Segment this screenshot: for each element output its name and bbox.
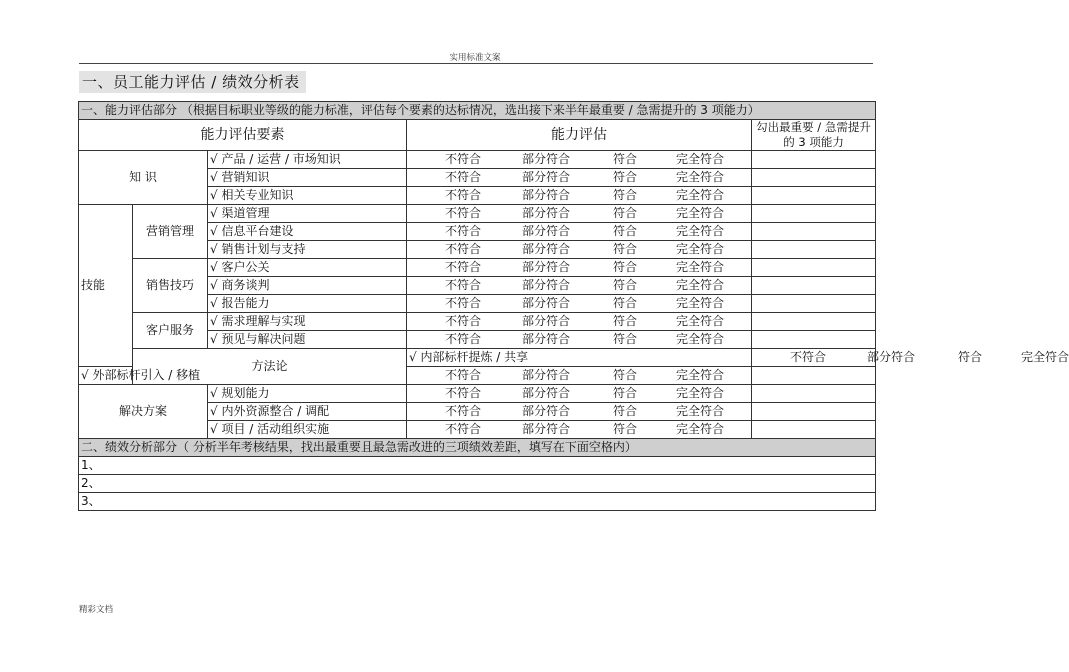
- item-label: √ 商务谈判: [208, 277, 407, 295]
- rating-options: [407, 313, 752, 331]
- rating-option[interactable]: 符合: [613, 386, 638, 400]
- item-label: √ 销售计划与支持: [208, 241, 407, 259]
- document-title: 一、员工能力评估 / 绩效分析表: [79, 71, 306, 93]
- evaluation-table: [78, 101, 1069, 511]
- rating-option[interactable]: 部分符合: [522, 314, 571, 328]
- rating-option[interactable]: 符合: [613, 296, 638, 310]
- rating-options: [407, 277, 752, 295]
- subcategory-sales-skills: 销售技巧: [133, 259, 208, 313]
- column-header-row: [79, 120, 876, 151]
- rating-option[interactable]: 部分符合: [522, 332, 571, 346]
- rating-options: [407, 169, 752, 187]
- rating-option[interactable]: 完全符合: [676, 314, 725, 328]
- table-row: [79, 205, 876, 223]
- rating-option[interactable]: 不符合: [445, 314, 482, 328]
- rating-option[interactable]: 完全符合: [676, 386, 725, 400]
- item-label: √ 内外资源整合 / 调配: [208, 403, 407, 421]
- category-skills: 技能: [79, 205, 133, 367]
- table-row: [79, 493, 876, 511]
- rating-option[interactable]: 符合: [613, 404, 638, 418]
- performance-gap-field[interactable]: 1、: [79, 457, 876, 475]
- table-row: [79, 151, 876, 169]
- top3-checkbox[interactable]: [752, 385, 876, 403]
- rating-option[interactable]: 符合: [613, 188, 638, 202]
- table-row: [79, 457, 876, 475]
- top3-checkbox[interactable]: [752, 421, 876, 439]
- rating-option[interactable]: 完全符合: [676, 170, 725, 184]
- top3-checkbox[interactable]: [752, 223, 876, 241]
- item-label: √ 需求理解与实现: [208, 313, 407, 331]
- performance-gap-field[interactable]: 3、: [79, 493, 876, 511]
- rating-option[interactable]: 部分符合: [522, 206, 571, 220]
- top3-checkbox[interactable]: [752, 151, 876, 169]
- rating-option[interactable]: 不符合: [445, 296, 482, 310]
- rating-option[interactable]: 部分符合: [867, 350, 916, 364]
- top3-checkbox[interactable]: [752, 241, 876, 259]
- top3-checkbox[interactable]: [752, 295, 876, 313]
- item-label: √ 报告能力: [208, 295, 407, 313]
- rating-option[interactable]: 不符合: [445, 224, 482, 238]
- rating-option[interactable]: 符合: [613, 422, 638, 436]
- item-label: √ 项目 / 活动组织实施: [208, 421, 407, 439]
- rating-options: [407, 223, 752, 241]
- rating-options: [407, 151, 752, 169]
- section1-header: 一、能力评估部分 （根据目标职业等级的能力标准，评估每个要素的达标情况，选出接下来半年最重要 / 急需提升的 3 项能力）: [79, 102, 876, 120]
- column-header-elements: 能力评估要素: [79, 120, 407, 151]
- rating-option[interactable]: 完全符合: [676, 260, 725, 274]
- rating-option[interactable]: 不符合: [445, 404, 482, 418]
- rating-option[interactable]: 部分符合: [522, 260, 571, 274]
- table-row: [79, 349, 876, 367]
- category-solutions: 解决方案: [79, 385, 208, 439]
- rating-option[interactable]: 不符合: [445, 188, 482, 202]
- rating-options: [407, 403, 752, 421]
- subcategory-customer-service: 客户服务: [133, 313, 208, 349]
- table-row: [79, 385, 876, 403]
- rating-option[interactable]: 部分符合: [522, 422, 571, 436]
- top3-checkbox[interactable]: [752, 259, 876, 277]
- rating-options: [407, 331, 752, 349]
- item-label: √ 产品 / 运营 / 市场知识: [208, 151, 407, 169]
- rating-option[interactable]: 符合: [613, 170, 638, 184]
- rating-option[interactable]: 符合: [613, 278, 638, 292]
- top3-checkbox[interactable]: [752, 313, 876, 331]
- column-header-top3: 勾出最重要 / 急需提升的 3 项能力: [752, 120, 876, 151]
- rating-option[interactable]: 部分符合: [522, 278, 571, 292]
- rating-option[interactable]: 部分符合: [522, 386, 571, 400]
- top3-checkbox[interactable]: [752, 169, 876, 187]
- item-label: √ 相关专业知识: [208, 187, 407, 205]
- item-label: √ 外部标杆引入 / 移植: [79, 367, 133, 385]
- top3-checkbox[interactable]: [752, 403, 876, 421]
- item-label: √ 营销知识: [208, 169, 407, 187]
- top3-checkbox[interactable]: [752, 331, 876, 349]
- rating-options: [407, 295, 752, 313]
- rating-options: [407, 367, 752, 385]
- page-footer: 精彩文档: [79, 605, 114, 615]
- rating-option[interactable]: 完全符合: [676, 188, 725, 202]
- top3-checkbox[interactable]: [752, 367, 876, 385]
- rating-option[interactable]: 不符合: [790, 350, 827, 364]
- table-row: [79, 259, 876, 277]
- rating-option[interactable]: 不符合: [445, 170, 482, 184]
- rating-option[interactable]: 部分符合: [522, 296, 571, 310]
- rating-option[interactable]: 不符合: [445, 368, 482, 382]
- category-knowledge: 知 识: [79, 151, 208, 205]
- rating-option[interactable]: 符合: [613, 206, 638, 220]
- table-row: [79, 367, 876, 385]
- top3-checkbox[interactable]: [752, 187, 876, 205]
- rating-option[interactable]: 符合: [613, 260, 638, 274]
- section1-header-row: [79, 102, 876, 120]
- rating-option[interactable]: 符合: [613, 368, 638, 382]
- rating-option[interactable]: 不符合: [445, 278, 482, 292]
- rating-options: [407, 385, 752, 403]
- performance-gap-field[interactable]: 2、: [79, 475, 876, 493]
- section2-header-row: [79, 439, 876, 457]
- subcategory-marketing-management: 营销管理: [133, 205, 208, 259]
- header-divider: [79, 63, 873, 64]
- rating-option[interactable]: 完全符合: [676, 296, 725, 310]
- table-row: [79, 313, 876, 331]
- rating-option[interactable]: 部分符合: [522, 368, 571, 382]
- rating-option[interactable]: 不符合: [445, 422, 482, 436]
- rating-option[interactable]: 部分符合: [522, 242, 571, 256]
- rating-option[interactable]: 部分符合: [522, 170, 571, 184]
- rating-options: [752, 349, 1069, 367]
- rating-option[interactable]: 不符合: [445, 242, 482, 256]
- rating-option[interactable]: 完全符合: [1021, 350, 1069, 364]
- rating-options: [407, 259, 752, 277]
- top3-checkbox[interactable]: [752, 277, 876, 295]
- rating-option[interactable]: 不符合: [445, 386, 482, 400]
- rating-option[interactable]: 完全符合: [676, 422, 725, 436]
- rating-options: [407, 241, 752, 259]
- rating-option[interactable]: 不符合: [445, 260, 482, 274]
- item-label: √ 规划能力: [208, 385, 407, 403]
- table-row: [79, 475, 876, 493]
- rating-options: [407, 421, 752, 439]
- rating-option[interactable]: 符合: [613, 224, 638, 238]
- rating-option[interactable]: 完全符合: [676, 332, 725, 346]
- category-methodology: 方法论: [133, 349, 407, 385]
- rating-option[interactable]: 符合: [613, 332, 638, 346]
- rating-options: [407, 187, 752, 205]
- rating-option[interactable]: 完全符合: [676, 242, 725, 256]
- rating-option[interactable]: 符合: [613, 314, 638, 328]
- rating-option[interactable]: 符合: [613, 152, 638, 166]
- item-label: √ 渠道管理: [208, 205, 407, 223]
- rating-option[interactable]: 完全符合: [676, 404, 725, 418]
- rating-option[interactable]: 部分符合: [522, 188, 571, 202]
- item-label: √ 内部标杆提炼 / 共享: [407, 349, 752, 367]
- rating-option[interactable]: 符合: [958, 350, 983, 364]
- rating-option[interactable]: 符合: [613, 242, 638, 256]
- rating-option[interactable]: 完全符合: [676, 368, 725, 382]
- rating-option[interactable]: 不符合: [445, 206, 482, 220]
- rating-option[interactable]: 部分符合: [522, 224, 571, 238]
- column-header-evaluation: 能力评估: [407, 120, 752, 151]
- item-label: √ 客户公关: [208, 259, 407, 277]
- rating-option[interactable]: 完全符合: [676, 206, 725, 220]
- rating-options: [407, 205, 752, 223]
- rating-option[interactable]: 不符合: [445, 152, 482, 166]
- rating-option[interactable]: 完全符合: [676, 278, 725, 292]
- rating-option[interactable]: 部分符合: [522, 152, 571, 166]
- rating-option[interactable]: 不符合: [445, 332, 482, 346]
- item-label: √ 预见与解决问题: [208, 331, 407, 349]
- rating-option[interactable]: 完全符合: [676, 224, 725, 238]
- item-label: √ 信息平台建设: [208, 223, 407, 241]
- page-header: 实用标准文案: [449, 53, 501, 63]
- rating-option[interactable]: 部分符合: [522, 404, 571, 418]
- section2-header: 二、绩效分析部分（ 分析半年考核结果，找出最重要且最急需改进的三项绩效差距，填写在下面空格内）: [79, 439, 876, 457]
- top3-checkbox[interactable]: [752, 205, 876, 223]
- rating-option[interactable]: 完全符合: [676, 152, 725, 166]
